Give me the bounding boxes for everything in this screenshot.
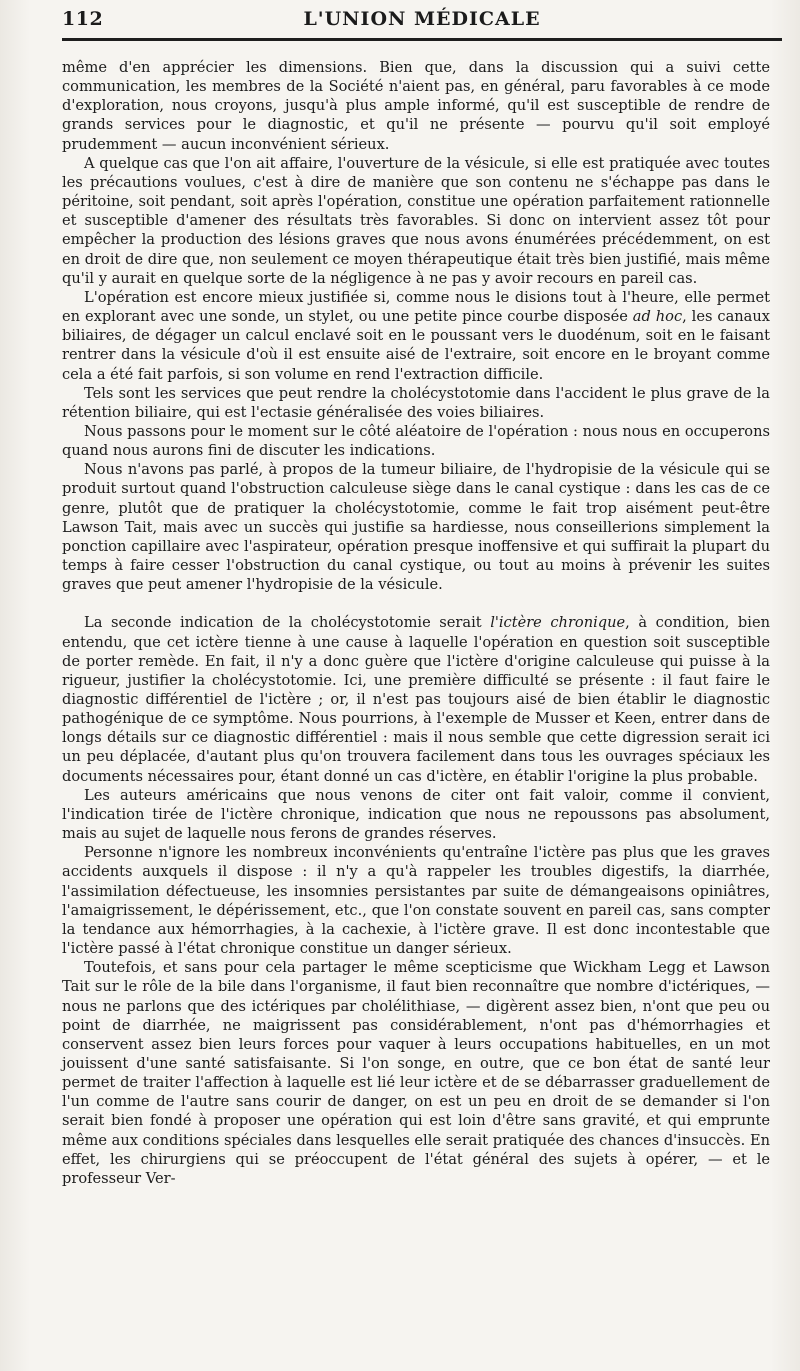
paragraph: Les auteurs américains que nous venons de citer ont fait valoir, comme il convient, l'indication tirée de l'ictère chronique, indication que nous ne repoussons pas absolument, mais au sujet de laquelle nous ferons de grandes réserves.	[62, 786, 770, 843]
paragraph: Nous n'avons pas parlé, à propos de la tumeur biliaire, de l'hydropisie de la vésicule qui se produit surtout quand l'obstruction calculeuse siège dans le canal cystique : dans les cas de ce genre, plutôt que de pratiquer la cholécystotomie, comme le fait trop aisément peut-être Lawson Tait, mais avec un succès qui justifie sa hardiesse, nous conseillerions simplement la ponction capillaire avec l'aspirateur, opération presque inoffensive et qui suffirait la plupart du temps à faire cesser l'obstruction du canal cystique, ou tout au moins à prévenir les suites graves que peut amener l'hydropisie de la vésicule.	[62, 461, 770, 594]
paragraph: A quelque cas que l'on ait affaire, l'ouverture de la vésicule, si elle est pratiquée avec toutes les précautions voulues, c'est à dire de manière que son contenu ne s'échappe pas dans le péritoine, soit pendant, soit après l'opération, constitue une opération parfaitement rationnelle et susceptible d'amener des résultats très favorables. Si donc on intervient assez tôt pour empêcher la production des lésions graves que nous avons énumérées précédemment, on est en droit de dire que, non seulement ce moyen thérapeutique était très bien justifié, mais même qu'il y aurait en quelque sorte de la négligence à ne pas y avoir recours en pareil cas.	[62, 154, 770, 287]
page-number: 112	[62, 8, 104, 30]
header-rule	[62, 38, 782, 41]
paragraph: Tels sont les services que peut rendre la cholécystotomie dans l'accident le plus grave de la rétention biliaire, qui est l'ectasie généralisée des voies biliaires.	[62, 384, 770, 421]
page-header	[62, 6, 782, 36]
paragraph: même d'en apprécier les dimensions. Bien que, dans la discussion qui a suivi cette communication, les membres de la Société n'aient pas, en général, paru favorables à ce mode d'exploration, nous croyons, jusqu'à plus ample informé, qu'il est susceptible de rendre de grands services pour le diagnostic, et qu'il ne présente — pourvu qu'il soit employé prudemment — aucun inconvénient sérieux.	[62, 59, 770, 153]
paragraph-text: , à condition, bien entendu, que cet ictère tienne à une cause à laquelle l'opération en question soit susceptible de porter remède. En fait, il n'y a donc guère que l'ictère d'origine calculeuse qui puisse à la rigueur, justifier la cholécystotomie. Ici, une première difficulté se présente : il faut faire le diagnostic différentiel de l'ictère ; or, il n'est pas toujours aisé de bien établir le diagnostic pathogénique de ce symptôme. Nous pourrions, à l'exemple de Musser et Keen, entrer dans de longs détails sur ce diagnostic différentiel : mais il nous semble que cette digression serait ici un peu déplacée, d'autant plus qu'on trouvera facilement dans tous les ouvrages spéciaux les documents nécessaires pour, étant donné un cas d'ictère, en établir l'origine la plus probable.	[62, 614, 770, 785]
paragraph	[62, 613, 770, 785]
body-text	[62, 58, 770, 1188]
paragraph-text: , les canaux biliaires, de dégager un calcul enclavé soit en le poussant vers le duodénum, soit en le faisant rentrer dans la vésicule d'où il est ensuite aisé de l'extraire, soit encore en le broyant comme cela a été fait parfois, si son volume en rend l'extraction difficile.	[62, 308, 770, 383]
running-title: L'UNION MÉDICALE	[303, 8, 541, 30]
paragraph	[62, 288, 770, 384]
italic-term: l'ictère chronique	[490, 614, 626, 632]
paragraph-text: La seconde indication de la cholécystotomie serait	[84, 614, 491, 632]
paragraph-text: L'opération est encore mieux justifiée si, comme nous le disions tout à l'heure, elle permet en explorant avec une sonde, un stylet, ou une petite pince courbe disposée	[62, 288, 770, 326]
paragraph: Nous passons pour le moment sur le côté aléatoire de l'opération : nous nous en occuperons quand nous aurons fini de discuter les indications.	[62, 422, 770, 460]
paragraph: Personne n'ignore les nombreux inconvénients qu'entraîne l'ictère pas plus que les graves accidents auxquels il dispose : il n'y a qu'à rappeler les troubles digestifs, la diarrhée, l'assimilation défectueuse, les insomnies persistantes par suite de démangeaisons opiniâtres, l'amaigrissement, le dépérissement, etc., que l'on constate souvent en pareil cas, sans compter la tendance aux hémorrhagies, à la cachexie, à l'ictère grave. Il est donc incontestable que l'ictère passé à l'état chronique constitue un danger sérieux.	[62, 844, 770, 958]
italic-term: ad hoc	[632, 308, 683, 326]
paragraph: Toutefois, et sans pour cela partager le même scepticisme que Wickham Legg et Lawson Tait sur le rôle de la bile dans l'organisme, il faut bien reconnaître que nombre d'ictériques, — nous ne parlons que des ictériques par cholélithiase, — digèrent assez bien, n'ont que peu ou point de diarrhée, ne maigrissent pas considérablement, n'ont pas d'hémorrhagies et conservent assez bien leurs forces pour vaquer à leurs occupations habituelles, en un mot jouissent d'une santé satisfaisante. Si l'on songe, en outre, que ce bon état de santé leur permet de traiter l'affection à laquelle est lié leur ictère et de se débarrasser graduellement de l'un comme de l'autre sans courir de danger, on est un peu en droit de se demander si l'on serait bien fondé à proposer une opération qui est loin d'être sans gravité, et qui emprunte même aux conditions spéciales dans lesquelles elle serait pratiquée des chances d'insuccès. En effet, les chirurgiens qui se préoccupent de l'état général des sujets à opérer, — et le professeur Ver-	[62, 959, 770, 1187]
